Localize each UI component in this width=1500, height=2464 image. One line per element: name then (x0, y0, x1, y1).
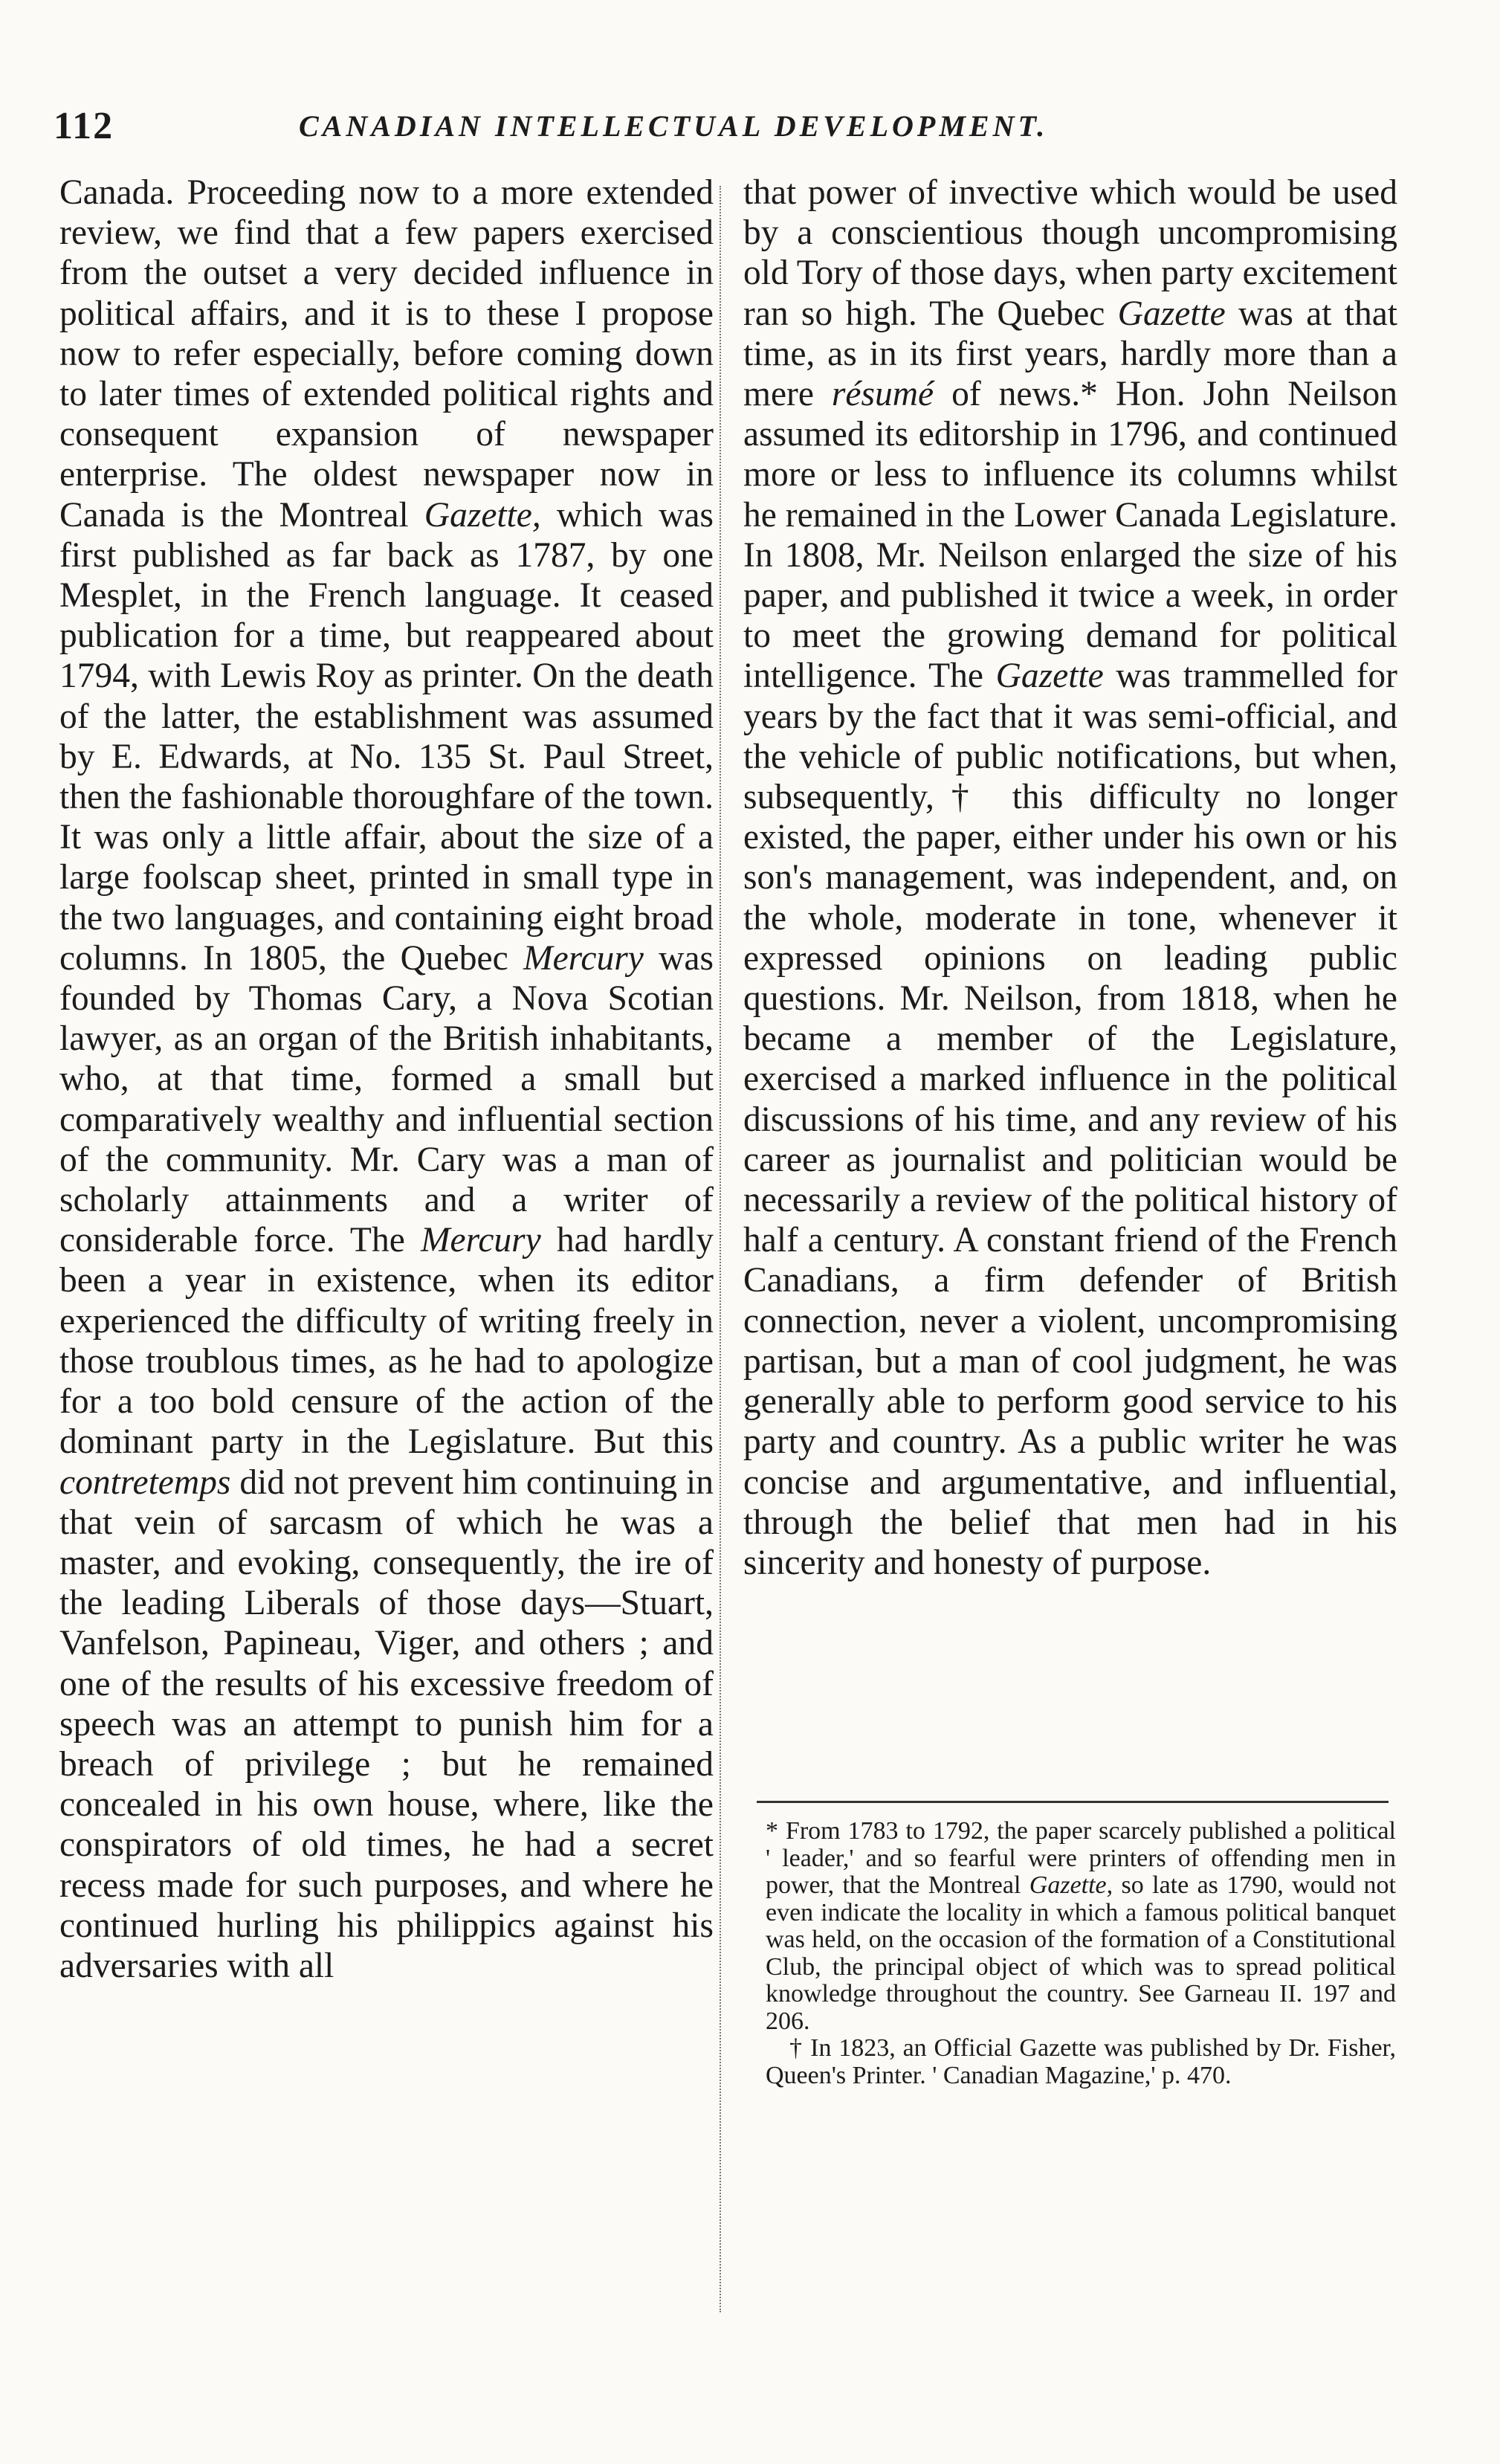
text-run: * From 1783 to 1792, the paper scarcely published a political ' leader,' and so fearful were printers of offending men in power, that the Montreal (766, 1817, 1396, 1899)
text-run: † In 1823, an Official Gazette was published by Dr. Fisher, Queen's Printer. ' Canadian Magazine,' p. 470. (766, 2034, 1396, 2089)
footnotes (766, 1818, 1396, 2089)
italic-text: Gazette, (424, 495, 541, 535)
body-paragraph-left (59, 172, 714, 1986)
left-column (59, 172, 714, 1986)
running-head: CANADIAN INTELLECTUAL DEVELOPMENT. (299, 109, 1049, 143)
text-run: so late as 1790, would not even indicate the locality in which a famous political banquet was held, on the occasion of the formation of a Constitutional Club, the principal object of which was to spread political knowledge throughout the country. See Garneau II. 197 and 206. (766, 1871, 1396, 2035)
column-divider (720, 186, 721, 2312)
text-run: did not prevent him continuing in that vein of sarcasm of which he was a master, and evoking, consequently, the ire of the leading Liberals of those days—Stuart, Vanfelson, Papineau, Viger, and others ; and one of the results of his excessive freedom of speech was an attempt to punish him for a breach of privilege ; but he remained concealed in his own house, where, like the conspirators of old times, he had a secret recess made for such purposes, and where he continued hurling his philippics against his adversaries with all (59, 1462, 714, 1985)
text-run: which was first published as far back as 1787, by one Mesplet, in the French language. It ceased publication for a time, but reappeared about 1794, with Lewis Roy as printer. On the death of the latter, the establishment was assumed by E. Edwards, at No. 135 St. Paul Street, then the fashionable thoroughfare of the town. It was only a little affair, about the size of a large foolscap sheet, printed in small type in the two languages, and containing eight broad columns. In 1805, the Quebec (59, 495, 714, 978)
footnote-rule (757, 1801, 1389, 1803)
body-paragraph-right (743, 172, 1397, 1583)
text-run: Canada. Proceeding now to a more extended review, we find that a few papers exercised from the outset a very decided influence in political affairs, and it is to these I propose now to refer especially, before coming down to later times of extended political rights and consequent expansion of newspaper enterprise. The oldest newspaper now in Canada is the Montreal (59, 173, 714, 535)
italic-text: résumé (831, 375, 934, 414)
italic-text: contretemps (59, 1462, 231, 1502)
right-column (743, 172, 1397, 1583)
text-run: was trammelled for years by the fact that it was semi-official, and the vehicle of public notifications, but when, subsequently,† this difficulty no longer existed, the paper, either under his own or his son's management, was independent, and, on the whole, moderate in tone, whenever it expressed opinions on leading public questions. Mr. Neilson, from 1818, when he became a member of the Legislature, exercised a marked influence in the political discussions of his time, and any review of his career as journalist and politician would be necessarily a review of the political history of half a century. A constant friend of the French Canadians, a firm defender of British connection, never a violent, uncompromising partisan, but a man of cool judgment, he was generally able to perform good service to his party and country. As a public writer he was concise and argumentative, and influential, through the belief that men had in his sincerity and honesty of purpose. (743, 657, 1397, 1582)
italic-text: Mercury (420, 1221, 541, 1260)
italic-text: Gazette (995, 657, 1104, 696)
page-number: 112 (54, 105, 114, 147)
footnote-2 (766, 2035, 1396, 2089)
text-run: of news.* Hon. John Neilson assumed its editorship in 1796, and continued more or less to influence its columns whilst he remained in the Lower Canada Legislature. In 1808, Mr. Neilson enlarged the size of his paper, and published it twice a week, in order to meet the growing demand for political intelligence. The (743, 375, 1397, 696)
footnote-1 (766, 1818, 1396, 2035)
text-run: that power of invective which would be used by a conscientious though uncompromising old Tory of those days, when party excitement ran so high. The Quebec (743, 173, 1397, 333)
italic-text: Gazette (1117, 294, 1226, 333)
italic-text: Gazette, (1029, 1871, 1113, 1899)
page-header (54, 88, 1444, 155)
italic-text: Mercury (523, 938, 644, 978)
text-run: had hardly been a year in existence, when its editor experienced the difficulty of writing freely in those troublous times, as he had to apologize for a too bold censure of the action of the dominant party in the Legislature. But this (59, 1221, 714, 1462)
text-run: was at that time, as in its first years, hardly more than a mere (743, 294, 1397, 414)
text-run: was founded by Thomas Cary, a Nova Scotian lawyer, as an organ of the British inhabitants, who, at that time, formed a small but comparatively wealthy and influential section of the community. Mr. Cary was a man of scholarly attainments and a writer of considerable force. The (59, 938, 714, 1260)
